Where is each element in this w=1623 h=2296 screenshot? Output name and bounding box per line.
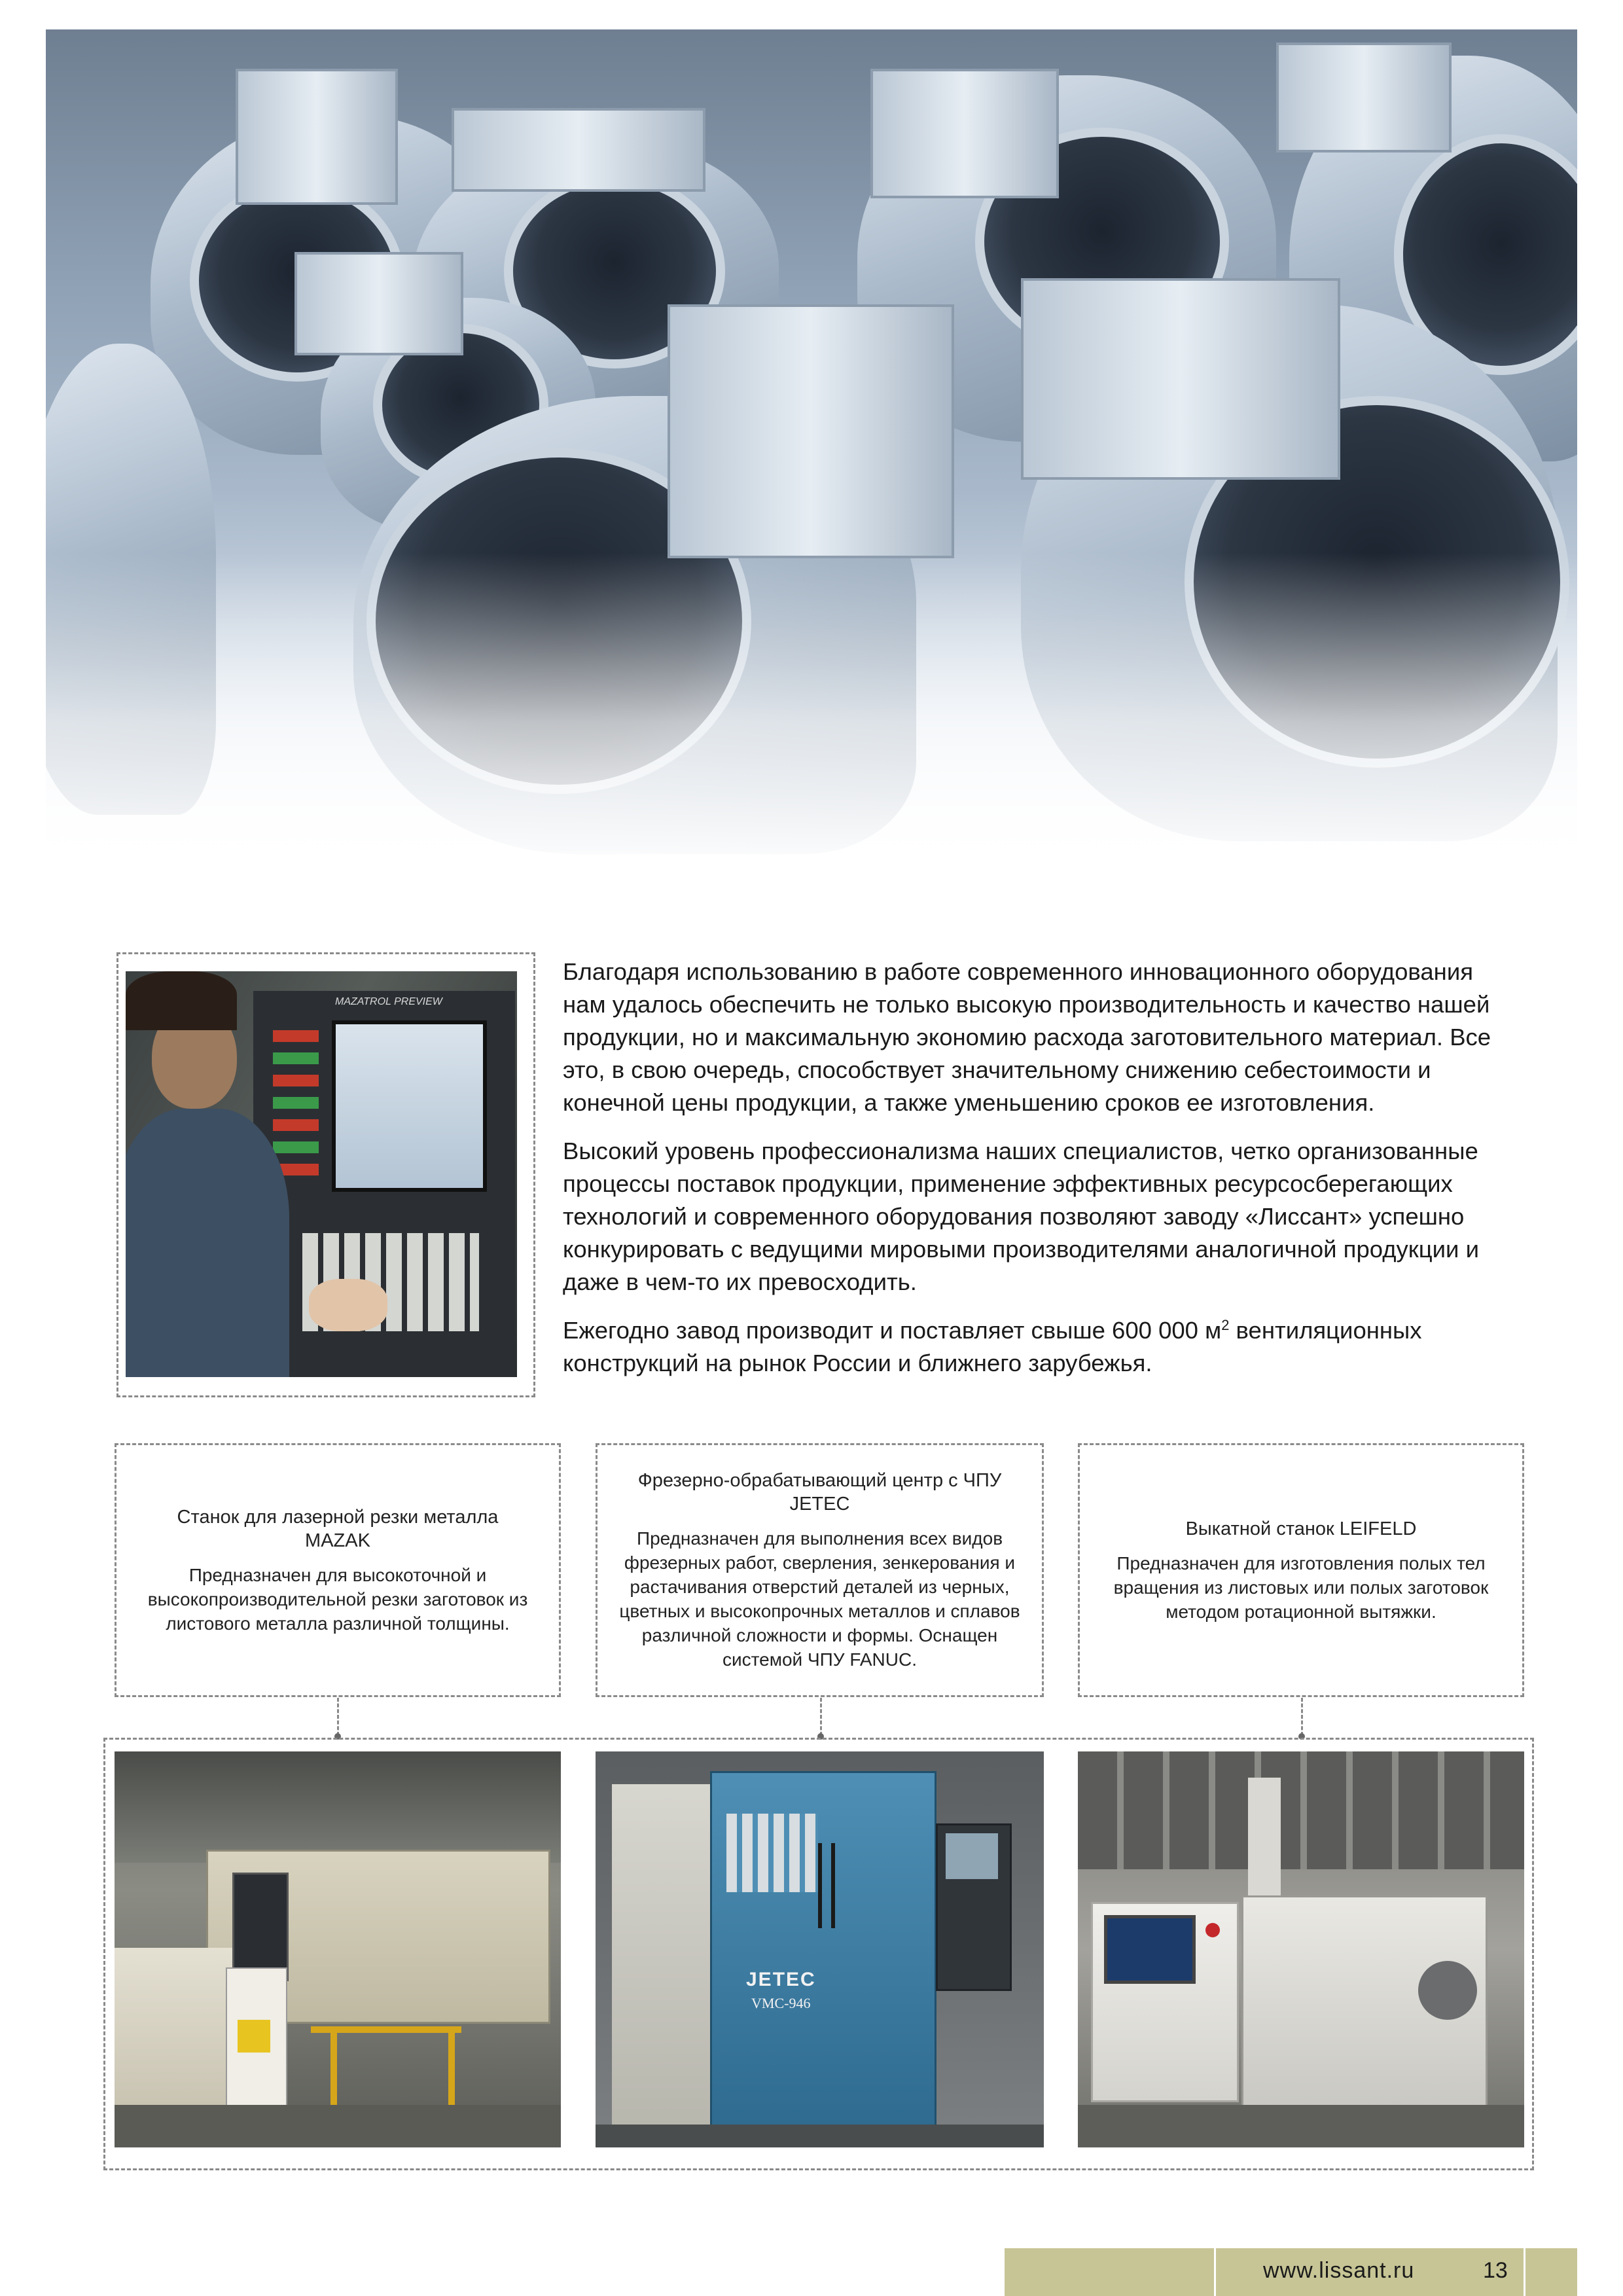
caption-leifeld [1078,1443,1524,1697]
paragraph-2: Высокий уровень профессионализма наших специалистов, четко организованные процессы поставок продукции, применение эффективных ресурсосберегающих технологий и современного оборудования позволяют заводу «Лиссант» успешно конкурировать с ведущими мировыми производителями аналогичной продукции и даже в чем-то их превосходить. [563,1138,1479,1295]
caption-desc: Предназначен для выполнения всех видов фрезерных работ, сверления, зенкерования и растачивания отверстий деталей из черных, цветных и высокопрочных металлов и сплавов различной сложности и формы. Оснащен системой ЧПУ FANUC. [619,1528,1020,1670]
emergency-stop-icon [1205,1923,1220,1937]
connector-line [337,1698,339,1736]
main-text [563,956,1492,1395]
photo-leifeld [1078,1751,1524,2147]
footer-divider [1524,2248,1525,2296]
jetec-logo: JETEC [746,1969,816,1990]
caption-title: Фрезерно-обрабатывающий центр с ЧПУ JETEC [637,1470,1002,1515]
operator-hands [309,1279,387,1331]
jetec-door-handle [831,1843,835,1928]
workshop-racks [1078,1751,1524,1869]
jetec-vent-grid [726,1814,818,1892]
jetec-door-handle [818,1843,822,1928]
caption-jetec [596,1443,1044,1697]
paragraph-3 [563,1314,1492,1380]
footer-divider [1214,2248,1216,2296]
workshop-floor [1078,2105,1524,2147]
cnc-buttons [273,1030,319,1181]
operator-body [126,1109,289,1377]
footer-url[interactable]: www.lissant.ru [1263,2258,1415,2283]
photo-mazak-laser [115,1751,561,2147]
workshop-ceiling [115,1751,561,1863]
laser-control-panel [232,1873,289,1981]
page-number: 13 [1483,2258,1508,2283]
workshop-floor [596,2125,1044,2147]
cnc-screen [332,1020,487,1192]
paragraph-3-part-2: вентиляционных конструкций на рынок России и ближнего зарубежья. [563,1317,1422,1376]
connector-line [1301,1698,1303,1736]
caption-title: Выкатной станок LEIFELD [1185,1518,1417,1539]
paragraph-1: Благодаря использованию в работе современного инновационного оборудования нам удалось обеспечить не только высокую производительность и качество нашей продукции, но и максимальную экономию расхода заготовительного материал. Все это, в свою очередь, способствует значительному снижению себестоимости и конечной цены продукции, а также уменьшению сроков ее изготовления. [563,958,1491,1116]
square-superscript: 2 [1221,1316,1230,1333]
leifeld-screen [1104,1915,1196,1984]
photo-jetec-center [596,1751,1044,2147]
laser-cabinet [115,1948,232,2105]
connector-line [820,1698,822,1736]
workshop-floor [115,2105,561,2147]
caption-desc: Предназначен для изготовления полых тел вращения из листовых или полых заготовок методом ротационной вытяжки. [1113,1552,1489,1622]
operator-photo [126,971,517,1377]
warning-sign-icon [238,2020,270,2053]
cnc-screen-brand: MAZATROL PREVIEW [335,996,442,1007]
hero-fade-overlay [46,29,1577,874]
caption-title: Станок для лазерной резки металла MAZAK [177,1506,499,1551]
caption-desc: Предназначен для высокоточной и высокопроизводительной резки заготовок из листового металла различной толщины. [147,1564,528,1634]
hero-photo-fans [46,29,1577,874]
paragraph-3-part-1: Ежегодно завод производит и поставляет свыше 600 000 м [563,1317,1222,1344]
leifeld-spindle [1418,1961,1477,2020]
operator-hair [126,971,237,1030]
caption-mazak [115,1443,561,1697]
jetec-model: VMC-946 [751,1995,811,2011]
jetec-screen [946,1833,998,1879]
